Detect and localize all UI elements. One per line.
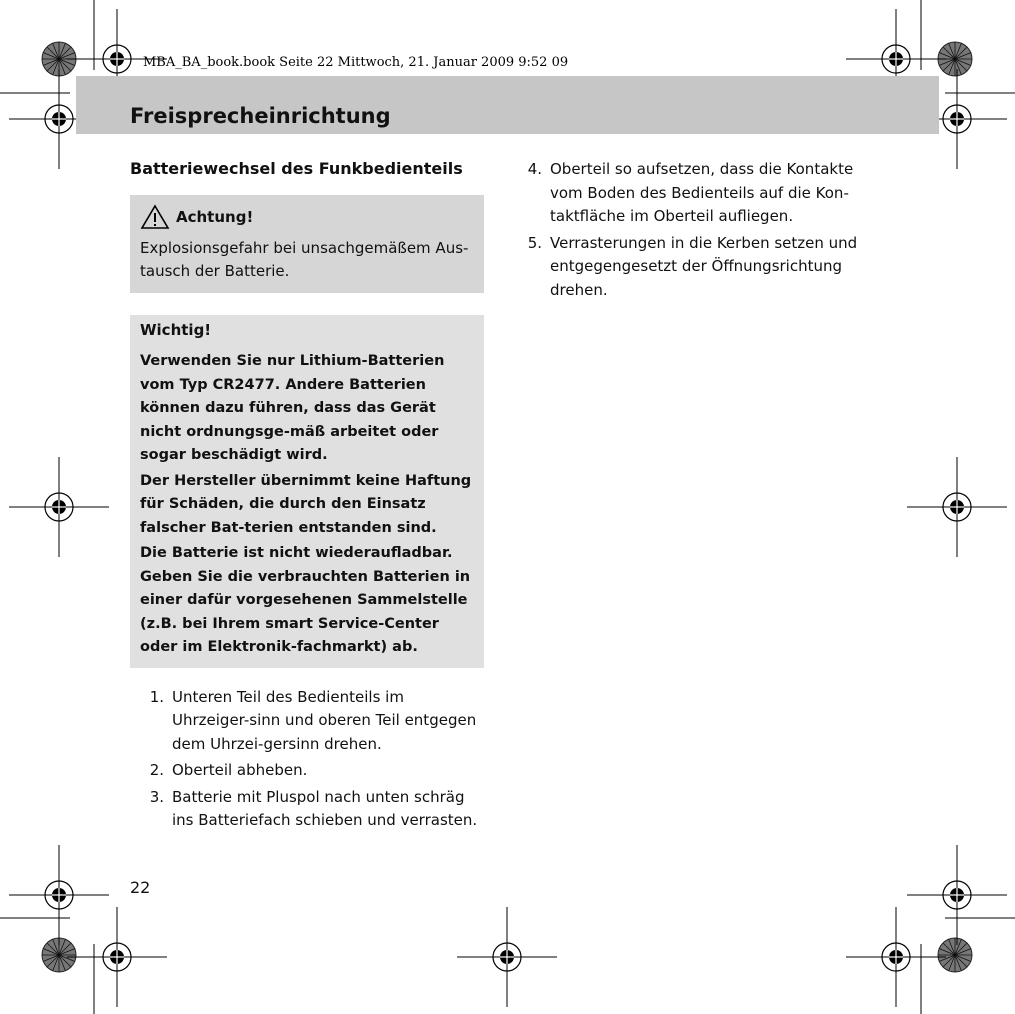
step-item xyxy=(130,786,484,833)
step-number: 2. xyxy=(149,761,164,779)
left-column xyxy=(130,158,484,836)
step-text: Oberteil abheben. xyxy=(172,761,308,779)
step-item xyxy=(515,158,860,229)
step-number: 1. xyxy=(149,687,164,706)
print-header: MBA_BA_book.book Seite 22 Mittwoch, 21. Januar 2009 9:52 09 xyxy=(143,55,569,70)
right-column xyxy=(515,158,860,305)
steps-list-left xyxy=(130,686,484,833)
step-text: Batterie mit Pluspol nach unten schräg ins Batteriefach schieben und verrasten. xyxy=(172,787,478,829)
important-paragraph: Die Batterie ist nicht wiederaufladbar. Geben Sie die verbrauchten Batterien in einer dafür vorgesehenen Sammelstelle (z.B. bei Ihrem smart Service-Center oder im Elektronik-fachmarkt) ab. xyxy=(140,545,471,655)
subsection-title: Batteriewechsel des Funkbedienteils xyxy=(130,159,463,178)
warning-heading: Achtung! xyxy=(176,208,254,226)
step-text: Unteren Teil des Bedienteils im Uhrzeiger-sinn und oberen Teil entgegen dem Uhrzei-gersinn drehen. xyxy=(172,687,477,753)
warning-box xyxy=(130,195,484,293)
page-number: 22 xyxy=(130,878,151,897)
section-title: Freisprecheinrichtung xyxy=(130,104,391,128)
steps-list-right xyxy=(515,158,860,302)
step-text: Verrasterungen in die Kerben setzen und entgegengesetzt der Öffnungsrichtung drehen. xyxy=(550,233,858,299)
step-item xyxy=(130,686,484,757)
important-paragraph: Verwenden Sie nur Lithium-Batterien vom Typ CR2477. Andere Batterien können dazu führen, dass das Gerät nicht ordnungsge-mäß arbeitet oder sogar beschädigt wird. xyxy=(140,353,445,463)
important-box xyxy=(130,315,484,668)
step-item xyxy=(130,759,484,783)
warning-triangle-icon xyxy=(140,204,170,230)
important-heading: Wichtig! xyxy=(140,321,212,339)
step-text: Oberteil so aufsetzen, dass die Kontakte vom Boden des Bedienteils auf die Kon-taktfläche im Oberteil aufliegen. xyxy=(550,160,854,225)
warning-text: Explosionsgefahr bei unsachgemäßem Aus-tausch der Batterie. xyxy=(140,239,469,280)
step-number: 3. xyxy=(149,787,164,806)
step-number: 4. xyxy=(527,160,542,178)
step-item xyxy=(515,232,860,303)
important-paragraph: Der Hersteller übernimmt keine Haftung für Schäden, die durch den Einsatz falscher Bat-terien entstanden sind. xyxy=(140,472,472,536)
step-number: 5. xyxy=(527,233,542,252)
warning-header xyxy=(140,203,474,231)
